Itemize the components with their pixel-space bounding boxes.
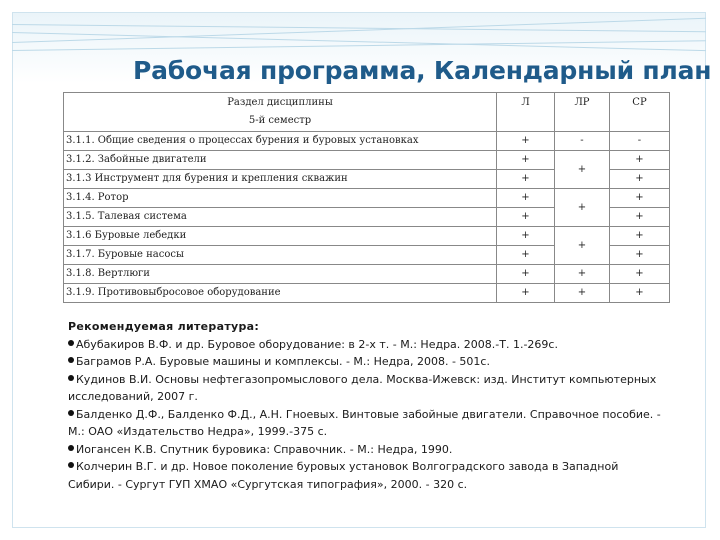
cell-lr-merged: + xyxy=(555,151,610,189)
row-name: 3.1.2. Забойные двигатели xyxy=(64,151,497,170)
table-row xyxy=(64,227,670,246)
cell-l: + xyxy=(497,246,555,265)
cell-lr: + xyxy=(555,265,610,284)
table-header-row xyxy=(64,93,670,132)
row-name: 3.1.1. Общие сведения о процессах бурения и буровых установках xyxy=(64,132,497,151)
row-name: 3.1.5. Талевая система xyxy=(64,208,497,227)
cell-l: + xyxy=(497,208,555,227)
row-name: 3.1.8. Вертлюги xyxy=(64,265,497,284)
cell-l: + xyxy=(497,227,555,246)
row-name: 3.1.3 Инструмент для бурения и крепления скважин xyxy=(64,170,497,189)
bullet-icon xyxy=(68,410,74,416)
cell-l: + xyxy=(497,284,555,303)
literature-item-text: Баграмов Р.А. Буровые машины и комплексы. - М.: Недра, 2008. - 501с. xyxy=(76,355,490,368)
bullet-icon xyxy=(68,445,74,451)
table-row xyxy=(64,189,670,208)
literature-item-text: Балденко Д.Ф., Балденко Ф.Д., А.Н. Гноевых. Винтовые забойные двигатели. Справочное пособие. - М.: ОАО «Издательство Недра», 1999.-375 с. xyxy=(68,407,661,438)
header-sr: СР xyxy=(610,93,670,132)
cell-sr: + xyxy=(610,246,670,265)
bullet-icon xyxy=(68,375,74,381)
cell-l: + xyxy=(497,189,555,208)
cell-sr: + xyxy=(610,284,670,303)
cell-lr-merged: + xyxy=(555,227,610,265)
cell-sr: + xyxy=(610,151,670,170)
row-name: 3.1.4. Ротор xyxy=(64,189,497,208)
literature-item-text: Иогансен К.В. Спутник буровика: Справочник. - М.: Недра, 1990. xyxy=(76,442,453,456)
header-lr: ЛР xyxy=(555,93,610,132)
list-item xyxy=(68,441,668,459)
table-row xyxy=(64,132,670,151)
cell-sr: + xyxy=(610,265,670,284)
literature-item-text: Колчерин В.Г. и др. Новое поколение буровых установок Волгоградского завода в Западной Сибири. - Сургут ГУП ХМАО «Сургутская типография», 2000. - 320 с. xyxy=(68,460,619,491)
literature-item-text: Абубакиров В.Ф. и др. Буровое оборудование: в 2-х т. - М.: Недра. 2008.-Т. 1.-269с. xyxy=(76,337,558,351)
header-semester-label: 5-й семестр xyxy=(248,115,312,126)
cell-sr: + xyxy=(610,227,670,246)
row-name: 3.1.7. Буровые насосы xyxy=(64,246,497,265)
list-item xyxy=(68,353,668,371)
header-section-label: Раздел дисциплины xyxy=(227,97,333,108)
bullet-icon xyxy=(68,340,74,346)
cell-sr: + xyxy=(610,170,670,189)
literature-list xyxy=(68,336,668,494)
literature-item-text: Кудинов В.И. Основы нефтегазопромыслового дела. Москва-Ижевск: изд. Институт компьютерных исследований, 2007 г. xyxy=(68,372,657,403)
cell-sr: + xyxy=(610,208,670,227)
list-item xyxy=(68,406,668,441)
bullet-icon xyxy=(68,462,74,468)
table-row xyxy=(64,265,670,284)
cell-sr: + xyxy=(610,189,670,208)
slide-title: Рабочая программа, Календарный план xyxy=(133,56,712,85)
row-name: 3.1.6 Буровые лебедки xyxy=(64,227,497,246)
list-item xyxy=(68,458,668,493)
decorative-streaks xyxy=(12,12,706,60)
literature-section xyxy=(68,318,668,493)
calendar-plan-table xyxy=(63,92,670,303)
row-name: 3.1.9. Противовыбросовое оборудование xyxy=(64,284,497,303)
list-item xyxy=(68,371,668,406)
header-section xyxy=(64,93,497,132)
cell-l: + xyxy=(497,132,555,151)
cell-lr: + xyxy=(555,284,610,303)
cell-sr: - xyxy=(610,132,670,151)
cell-l: + xyxy=(497,170,555,189)
cell-lr-merged: + xyxy=(555,189,610,227)
table-row xyxy=(64,151,670,170)
bullet-icon xyxy=(68,357,74,363)
cell-lr: - xyxy=(555,132,610,151)
literature-title: Рекомендуемая литература: xyxy=(68,320,260,333)
header-l: Л xyxy=(497,93,555,132)
table-row xyxy=(64,284,670,303)
list-item xyxy=(68,336,668,354)
cell-l: + xyxy=(497,265,555,284)
cell-l: + xyxy=(497,151,555,170)
